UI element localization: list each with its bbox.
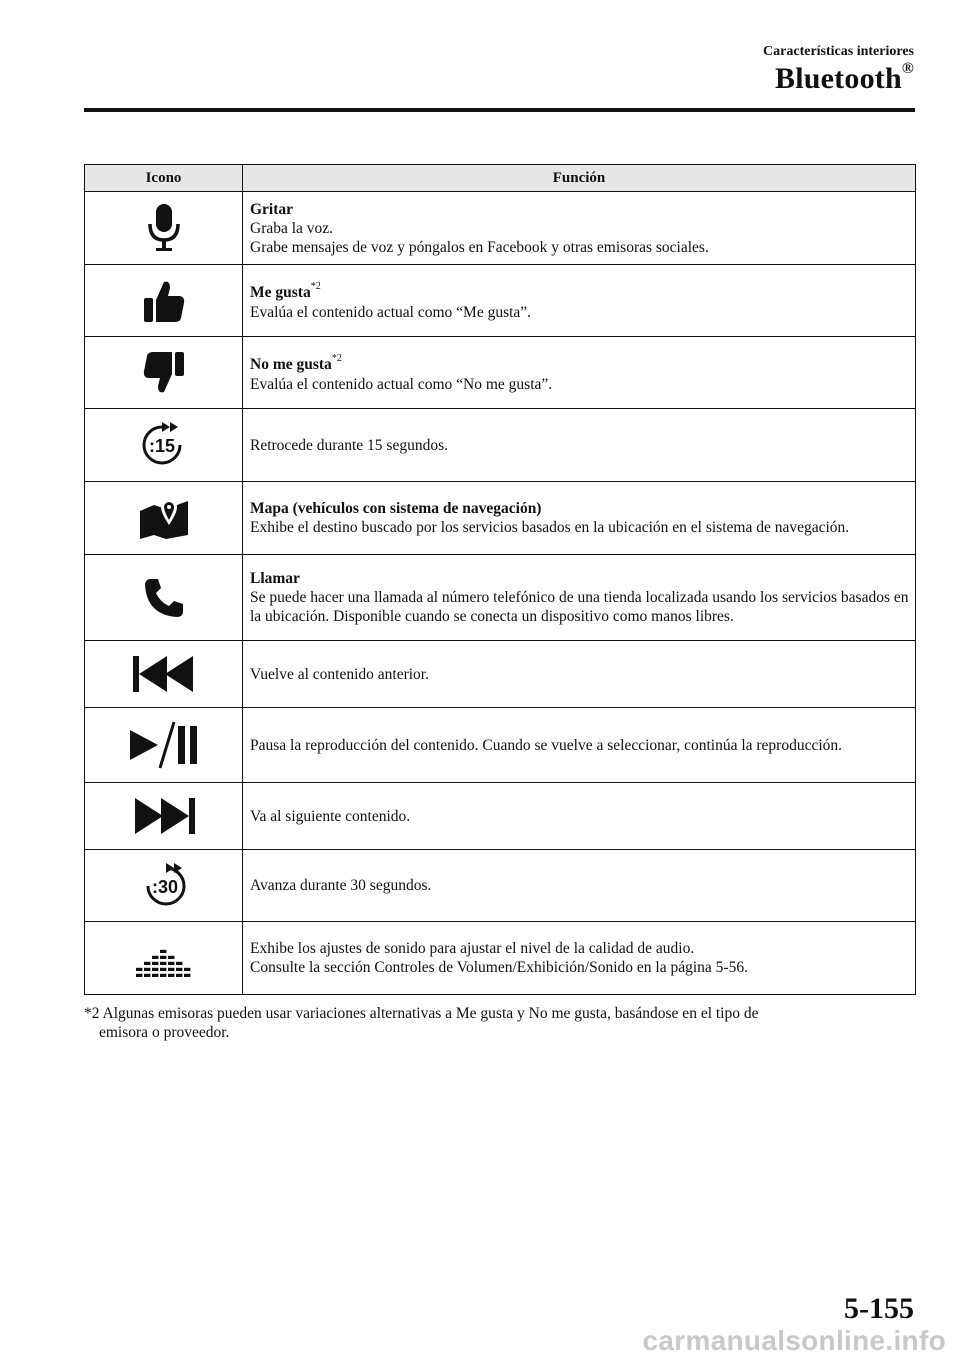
watermark: carmanualsonline.info	[642, 1325, 946, 1356]
function-description: Evalúa el contenido actual como “Me gusta”.	[250, 303, 532, 321]
footnote-line: *2 Algunas emisoras pueden usar variaciones alternativas a Me gusta y No me gusta, basándose en el tipo de	[84, 1005, 759, 1022]
icon-cell	[85, 922, 243, 995]
equalizer-dash	[168, 968, 174, 971]
function-cell	[243, 409, 916, 482]
function-description: Pausa la reproducción del contenido. Cuando se vuelve a seleccionar, continúa la reproducción.	[250, 736, 843, 754]
equalizer-dash	[144, 962, 150, 965]
equalizer-dash	[168, 974, 174, 977]
section-heading: Características interiores	[763, 44, 914, 59]
equalizer-dash	[184, 968, 190, 971]
footnote-line: emisora o proveedor.	[99, 1024, 230, 1041]
function-title: Llamar	[250, 570, 300, 587]
equalizer-dash	[144, 974, 150, 977]
table-row	[85, 555, 916, 641]
function-description: Avanza durante 30 segundos.	[250, 877, 432, 894]
function-cell	[243, 265, 916, 337]
equalizer-dash	[160, 974, 166, 977]
registered-mark: ®	[901, 60, 914, 77]
equalizer-dash	[160, 962, 166, 965]
function-title-text: Me gusta	[250, 284, 311, 302]
icon-cell	[85, 482, 243, 555]
rewind-15-icon	[140, 421, 188, 469]
play-pause-icon	[128, 720, 200, 770]
function-description: Graba la voz.	[250, 219, 334, 237]
table-row	[85, 641, 916, 708]
equalizer-dash	[152, 974, 158, 977]
function-cell	[243, 708, 916, 783]
function-cell	[243, 337, 916, 409]
microphone-icon	[144, 202, 184, 254]
function-description: Exhibe los ajustes de sonido para ajustar el nivel de la calidad de audio.	[250, 940, 695, 957]
table-row	[85, 265, 916, 337]
equalizer-dash	[144, 968, 150, 971]
function-cell	[243, 192, 916, 265]
next-track-icon	[131, 796, 197, 836]
equalizer-dash	[184, 974, 190, 977]
icon-cell	[85, 555, 243, 641]
thumbs-up-icon	[142, 278, 186, 324]
table-row	[85, 783, 916, 850]
icon-cell	[85, 409, 243, 482]
function-title	[250, 351, 909, 374]
equalizer-dash	[160, 956, 166, 959]
table-row	[85, 192, 916, 265]
function-description: Retrocede durante 15 segundos.	[250, 436, 448, 454]
function-cell	[243, 850, 916, 922]
column-header-icon: Icono	[85, 165, 243, 192]
function-description: Vuelve al contenido anterior.	[250, 665, 429, 683]
column-header-function: Función	[243, 165, 916, 192]
equalizer-dash	[176, 968, 182, 971]
table-row	[85, 409, 916, 482]
table-row	[85, 482, 916, 555]
icon-cell	[85, 265, 243, 337]
page-number: 5-155	[844, 1292, 914, 1325]
icon-cell	[85, 850, 243, 922]
function-description: Se puede hacer una llamada al número telefónico de una tienda localizada usando los servicios basados en la ubicación. Disponible cuando se conecta un dispositivo como manos libres.	[250, 589, 909, 625]
table-row	[85, 337, 916, 409]
equalizer-dash	[160, 968, 166, 971]
map-pin-icon	[138, 495, 190, 541]
function-title	[250, 279, 909, 302]
icon-cell	[85, 337, 243, 409]
phone-icon	[143, 577, 185, 619]
footnote	[84, 1004, 884, 1042]
equalizer-dash	[152, 968, 158, 971]
equalizer-dash	[160, 950, 166, 953]
equalizer-dash	[152, 956, 158, 959]
icon-cell	[85, 192, 243, 265]
forward-30-label: :30	[151, 876, 178, 897]
equalizer-dash	[176, 962, 182, 965]
thumbs-down-icon	[142, 350, 186, 396]
icon-function-table	[84, 164, 916, 995]
function-cell	[243, 482, 916, 555]
equalizer-dash	[152, 962, 158, 965]
function-description: Va al siguiente contenido.	[250, 807, 411, 825]
function-description: Consulte la sección Controles de Volumen/Exhibición/Sonido en la página 5-56.	[250, 959, 748, 976]
function-cell	[243, 555, 916, 641]
table-row	[85, 708, 916, 783]
function-description: Evalúa el contenido actual como “No me gusta”.	[250, 375, 553, 393]
function-title: Mapa (vehículos con sistema de navegación)	[250, 500, 542, 517]
previous-track-icon	[131, 654, 197, 694]
function-cell	[243, 641, 916, 708]
equalizer-dash	[136, 974, 142, 977]
icon-cell	[85, 641, 243, 708]
page-title-text: Bluetooth	[775, 62, 902, 95]
function-description: Grabe mensajes de voz y póngalos en Facebook y otras emisoras sociales.	[250, 238, 709, 256]
table-row	[85, 850, 916, 922]
rewind-15-label: :15	[148, 436, 175, 456]
table-header-row	[85, 165, 916, 192]
equalizer-icon	[135, 937, 193, 979]
function-title: Gritar	[250, 200, 294, 218]
function-cell	[243, 783, 916, 850]
icon-cell	[85, 783, 243, 850]
icon-cell	[85, 708, 243, 783]
header-rule	[84, 108, 915, 112]
equalizer-dash	[176, 974, 182, 977]
function-description: Exhibe el destino buscado por los servicios basados en la ubicación en el sistema de navegación.	[250, 519, 850, 536]
equalizer-dash	[168, 956, 174, 959]
table-row	[85, 922, 916, 995]
footnote-ref: *2	[310, 281, 321, 293]
equalizer-dash	[136, 968, 142, 971]
function-cell	[243, 922, 916, 995]
footnote-ref: *2	[331, 353, 342, 365]
page-title	[775, 62, 914, 96]
forward-30-icon	[140, 862, 188, 910]
equalizer-dash	[168, 962, 174, 965]
function-title-text: No me gusta	[250, 356, 332, 374]
